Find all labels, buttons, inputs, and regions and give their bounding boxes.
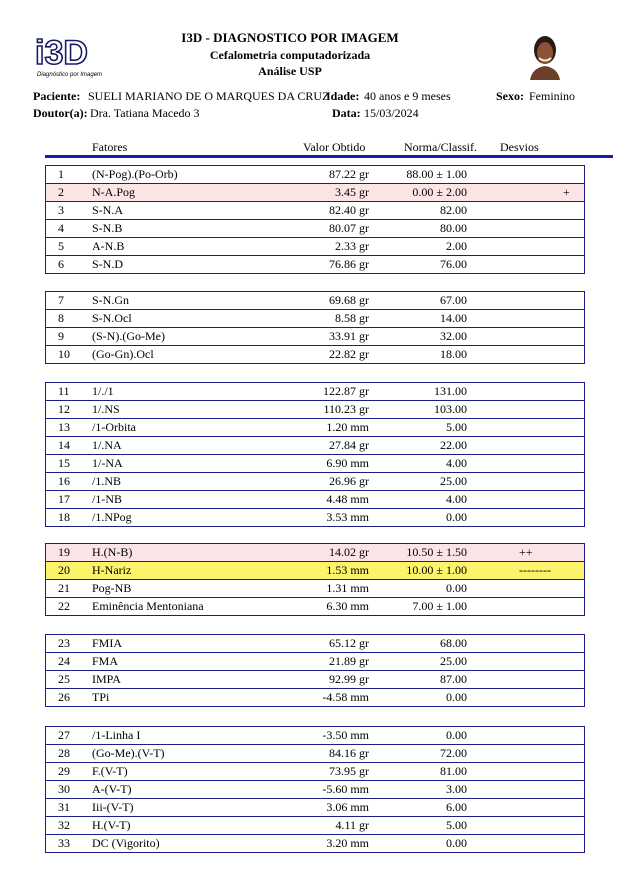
row-number: 28 bbox=[58, 746, 70, 760]
row-number: 24 bbox=[58, 654, 70, 668]
obtained-value: 33.91 gr bbox=[329, 329, 369, 343]
analysis-name: Análise USP bbox=[258, 64, 322, 78]
factor-name: F.(V-T) bbox=[92, 764, 128, 778]
norm-value: 88.00 ± 1.00 bbox=[406, 167, 467, 181]
norm-value: 3.00 bbox=[446, 782, 467, 796]
row-number: 17 bbox=[58, 492, 70, 506]
norm-value: 6.00 bbox=[446, 800, 467, 814]
norm-value: 82.00 bbox=[440, 203, 467, 217]
group-4 bbox=[45, 543, 585, 616]
table-row bbox=[46, 688, 584, 706]
row-number: 20 bbox=[58, 563, 70, 577]
row-number: 26 bbox=[58, 690, 70, 704]
svg-text:i3D: i3D bbox=[35, 34, 88, 72]
table-row bbox=[46, 472, 584, 490]
factor-name: Iii-(V-T) bbox=[92, 800, 134, 814]
factor-name: 1/./1 bbox=[92, 384, 114, 398]
obtained-value: 6.90 mm bbox=[326, 456, 369, 470]
obtained-value: 4.48 mm bbox=[326, 492, 369, 506]
obtained-value: 6.30 mm bbox=[326, 599, 369, 613]
patient-photo bbox=[522, 28, 568, 80]
obtained-value: 8.58 gr bbox=[335, 311, 369, 325]
factor-name: /1.NPog bbox=[92, 510, 132, 524]
row-number: 25 bbox=[58, 672, 70, 686]
norm-value: 0.00 bbox=[446, 690, 467, 704]
obtained-value: 76.86 gr bbox=[329, 257, 369, 271]
obtained-value: 110.23 gr bbox=[323, 402, 369, 416]
table-row bbox=[46, 597, 584, 615]
table-row bbox=[46, 166, 584, 183]
table-row bbox=[46, 508, 584, 526]
table-row bbox=[46, 327, 584, 345]
col-desvios: Desvios bbox=[500, 140, 539, 154]
norm-value: 68.00 bbox=[440, 636, 467, 650]
factor-name: (N-Pog).(Po-Orb) bbox=[92, 167, 178, 181]
row-number: 27 bbox=[58, 728, 70, 742]
norm-value: 2.00 bbox=[446, 239, 467, 253]
table-row bbox=[46, 670, 584, 688]
deviation: + bbox=[563, 185, 570, 199]
table-row bbox=[46, 201, 584, 219]
table-row bbox=[46, 237, 584, 255]
obtained-value: 3.06 mm bbox=[326, 800, 369, 814]
factor-name: /1-Linha I bbox=[92, 728, 141, 742]
norm-value: 14.00 bbox=[440, 311, 467, 325]
row-number: 16 bbox=[58, 474, 70, 488]
group-3 bbox=[45, 382, 585, 527]
header-rule bbox=[45, 155, 613, 158]
group-6 bbox=[45, 726, 585, 853]
table-row bbox=[46, 436, 584, 454]
table-row bbox=[46, 309, 584, 327]
obtained-value: 87.22 gr bbox=[329, 167, 369, 181]
table-row bbox=[46, 490, 584, 508]
factor-name: S-N.Gn bbox=[92, 293, 130, 307]
table-row bbox=[46, 798, 584, 816]
factor-name: Eminência Mentoniana bbox=[92, 599, 204, 613]
norm-value: 72.00 bbox=[440, 746, 467, 760]
sex-label: Sexo: bbox=[496, 89, 524, 103]
deviation: -------- bbox=[519, 563, 551, 577]
row-number: 10 bbox=[58, 347, 70, 361]
norm-value: 25.00 bbox=[440, 654, 467, 668]
row-number: 22 bbox=[58, 599, 70, 613]
table-row bbox=[46, 219, 584, 237]
obtained-value: 3.53 mm bbox=[326, 510, 369, 524]
row-number: 1 bbox=[58, 167, 64, 181]
i3d-logo bbox=[33, 32, 105, 78]
patient-sex: Feminino bbox=[529, 89, 576, 103]
table-row bbox=[46, 762, 584, 780]
group-1 bbox=[45, 165, 585, 274]
table-row-highlighted bbox=[46, 561, 584, 579]
row-number: 2 bbox=[58, 185, 64, 199]
table-row bbox=[46, 780, 584, 798]
norm-value: 131.00 bbox=[434, 384, 467, 398]
row-number: 9 bbox=[58, 329, 64, 343]
obtained-value: 27.84 gr bbox=[329, 438, 369, 452]
norm-value: 4.00 bbox=[446, 492, 467, 506]
factor-name: Pog-NB bbox=[92, 581, 132, 595]
factor-name: (S-N).(Go-Me) bbox=[92, 329, 165, 343]
factor-name: S-N.Ocl bbox=[92, 311, 132, 325]
doctor-label: Doutor(a): bbox=[33, 106, 88, 120]
row-number: 15 bbox=[58, 456, 70, 470]
patient-name: SUELI MARIANO DE O MARQUES DA CRUZ bbox=[88, 89, 330, 103]
table-row bbox=[46, 727, 584, 744]
table-row bbox=[46, 418, 584, 436]
norm-value: 0.00 bbox=[446, 581, 467, 595]
patient-label: Paciente: bbox=[33, 89, 81, 103]
table-row-highlighted bbox=[46, 544, 584, 561]
factor-name: (Go-Gn).Ocl bbox=[92, 347, 154, 361]
row-number: 29 bbox=[58, 764, 70, 778]
row-number: 4 bbox=[58, 221, 64, 235]
factor-name: DC (Vigorito) bbox=[92, 836, 160, 850]
obtained-value: -4.58 mm bbox=[322, 690, 369, 704]
norm-value: 0.00 ± 2.00 bbox=[412, 185, 467, 199]
row-number: 3 bbox=[58, 203, 64, 217]
table-row bbox=[46, 579, 584, 597]
table-row bbox=[46, 255, 584, 273]
factor-name: A-(V-T) bbox=[92, 782, 132, 796]
norm-value: 81.00 bbox=[440, 764, 467, 778]
factor-name: H.(V-T) bbox=[92, 818, 131, 832]
obtained-value: 1.53 mm bbox=[326, 563, 369, 577]
table-row bbox=[46, 744, 584, 762]
obtained-value: 26.96 gr bbox=[329, 474, 369, 488]
norm-value: 80.00 bbox=[440, 221, 467, 235]
table-row bbox=[46, 652, 584, 670]
factor-name: A-N.B bbox=[92, 239, 125, 253]
col-valor: Valor Obtido bbox=[303, 140, 366, 154]
table-row bbox=[46, 345, 584, 363]
norm-value: 32.00 bbox=[440, 329, 467, 343]
obtained-value: 4.11 gr bbox=[335, 818, 369, 832]
factor-name: /1-Orbita bbox=[92, 420, 136, 434]
norm-value: 18.00 bbox=[440, 347, 467, 361]
deviation: ++ bbox=[519, 545, 533, 559]
group-2 bbox=[45, 291, 585, 364]
col-norma: Norma/Classif. bbox=[404, 140, 477, 154]
group-5 bbox=[45, 634, 585, 707]
obtained-value: 69.68 gr bbox=[329, 293, 369, 307]
row-number: 31 bbox=[58, 800, 70, 814]
factor-name: FMA bbox=[92, 654, 119, 668]
obtained-value: 73.95 gr bbox=[329, 764, 369, 778]
norm-value: 87.00 bbox=[440, 672, 467, 686]
table-row bbox=[46, 834, 584, 852]
row-number: 30 bbox=[58, 782, 70, 796]
row-number: 13 bbox=[58, 420, 70, 434]
obtained-value: 92.99 gr bbox=[329, 672, 369, 686]
factor-name: S-N.B bbox=[92, 221, 123, 235]
norm-value: 5.00 bbox=[446, 420, 467, 434]
factor-name: H-Nariz bbox=[92, 563, 132, 577]
factor-name: 1/-NA bbox=[92, 456, 123, 470]
table-row bbox=[46, 400, 584, 418]
norm-value: 5.00 bbox=[446, 818, 467, 832]
factor-name: TPi bbox=[92, 690, 110, 704]
row-number: 5 bbox=[58, 239, 64, 253]
obtained-value: 82.40 gr bbox=[329, 203, 369, 217]
factor-name: N-A.Pog bbox=[92, 185, 136, 199]
obtained-value: 2.33 gr bbox=[335, 239, 369, 253]
norm-value: 22.00 bbox=[440, 438, 467, 452]
obtained-value: 22.82 gr bbox=[329, 347, 369, 361]
age-label: Idade: bbox=[326, 89, 360, 103]
col-fatores: Fatores bbox=[92, 140, 128, 154]
row-number: 21 bbox=[58, 581, 70, 595]
row-number: 14 bbox=[58, 438, 70, 452]
obtained-value: 80.07 gr bbox=[329, 221, 369, 235]
date-label: Data: bbox=[332, 106, 361, 120]
row-number: 11 bbox=[58, 384, 70, 398]
obtained-value: 3.20 mm bbox=[326, 836, 369, 850]
norm-value: 0.00 bbox=[446, 836, 467, 850]
obtained-value: 1.20 mm bbox=[326, 420, 369, 434]
row-number: 8 bbox=[58, 311, 64, 325]
factor-name: 1/.NA bbox=[92, 438, 122, 452]
row-number: 6 bbox=[58, 257, 64, 271]
factor-name: IMPA bbox=[92, 672, 121, 686]
obtained-value: -3.50 mm bbox=[322, 728, 369, 742]
report-title: I3D - DIAGNOSTICO POR IMAGEM bbox=[181, 30, 399, 45]
row-number: 32 bbox=[58, 818, 70, 832]
factor-name: /1.NB bbox=[92, 474, 122, 488]
obtained-value: 3.45 gr bbox=[335, 185, 369, 199]
norm-value: 67.00 bbox=[440, 293, 467, 307]
patient-age: 40 anos e 9 meses bbox=[364, 89, 451, 103]
table-row bbox=[46, 383, 584, 400]
table-row bbox=[46, 635, 584, 652]
obtained-value: 21.89 gr bbox=[329, 654, 369, 668]
row-number: 18 bbox=[58, 510, 70, 524]
row-number: 23 bbox=[58, 636, 70, 650]
row-number: 19 bbox=[58, 545, 70, 559]
obtained-value: 14.02 gr bbox=[329, 545, 369, 559]
table-row-highlighted bbox=[46, 183, 584, 201]
norm-value: 7.00 ± 1.00 bbox=[412, 599, 467, 613]
factor-name: 1/.NS bbox=[92, 402, 120, 416]
row-number: 33 bbox=[58, 836, 70, 850]
norm-value: 0.00 bbox=[446, 510, 467, 524]
norm-value: 25.00 bbox=[440, 474, 467, 488]
norm-value: 4.00 bbox=[446, 456, 467, 470]
factor-name: (Go-Me).(V-T) bbox=[92, 746, 165, 760]
table-row bbox=[46, 454, 584, 472]
table-row bbox=[46, 292, 584, 309]
table-row bbox=[46, 816, 584, 834]
obtained-value: 65.12 gr bbox=[329, 636, 369, 650]
factor-name: FMIA bbox=[92, 636, 123, 650]
factor-name: /1-NB bbox=[92, 492, 122, 506]
obtained-value: 122.87 gr bbox=[323, 384, 369, 398]
report-date: 15/03/2024 bbox=[364, 106, 419, 120]
report-subtitle: Cefalometria computadorizada bbox=[209, 48, 371, 62]
norm-value: 103.00 bbox=[434, 402, 467, 416]
factor-name: H.(N-B) bbox=[92, 545, 133, 559]
factor-name: S-N.A bbox=[92, 203, 124, 217]
factor-name: S-N.D bbox=[92, 257, 124, 271]
row-number: 7 bbox=[58, 293, 64, 307]
norm-value: 0.00 bbox=[446, 728, 467, 742]
svg-text:Diagnóstico por Imagem: Diagnóstico por Imagem bbox=[37, 72, 103, 78]
obtained-value: -5.60 mm bbox=[322, 782, 369, 796]
norm-value: 10.00 ± 1.00 bbox=[406, 563, 467, 577]
doctor-name: Dra. Tatiana Macedo 3 bbox=[90, 106, 200, 120]
obtained-value: 84.16 gr bbox=[329, 746, 369, 760]
row-number: 12 bbox=[58, 402, 70, 416]
obtained-value: 1.31 mm bbox=[326, 581, 369, 595]
norm-value: 10.50 ± 1.50 bbox=[406, 545, 467, 559]
norm-value: 76.00 bbox=[440, 257, 467, 271]
